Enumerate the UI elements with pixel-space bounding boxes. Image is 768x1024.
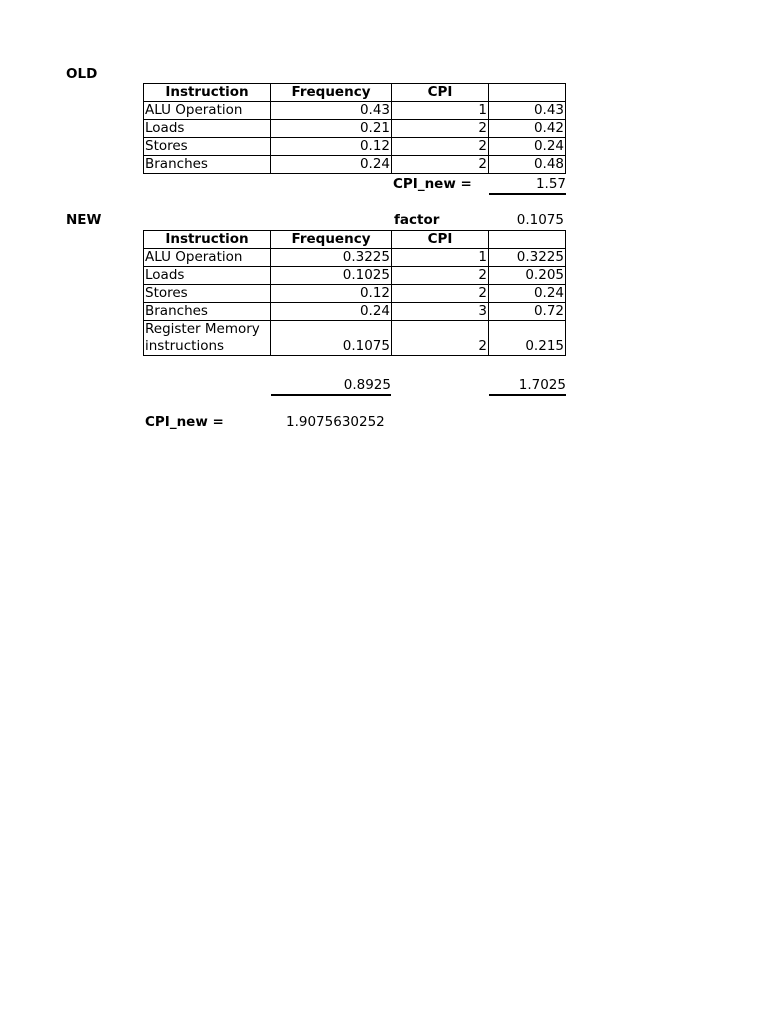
cell-cpi[interactable]: 2 — [392, 156, 489, 174]
cell-cpi[interactable]: 2 — [392, 285, 489, 303]
cpi-new-result-label: CPI_new = — [145, 414, 224, 430]
instruction-line-1: Register Memory — [145, 321, 260, 337]
old-section-label: OLD — [66, 66, 98, 82]
table-row — [144, 156, 566, 174]
table-row — [144, 267, 566, 285]
factor-value[interactable]: 0.1075 — [516, 212, 564, 228]
cell-frequency[interactable]: 0.3225 — [271, 249, 392, 267]
cell-instruction[interactable] — [144, 321, 271, 356]
cell-instruction[interactable]: ALU Operation — [144, 102, 271, 120]
header-frequency[interactable]: Frequency — [271, 84, 392, 102]
frequency-sum[interactable]: 0.8925 — [271, 377, 391, 396]
cell-cpi[interactable]: 2 — [392, 138, 489, 156]
cell-frequency[interactable]: 0.12 — [271, 285, 392, 303]
old-instruction-table — [143, 83, 566, 174]
cell-frequency[interactable]: 0.43 — [271, 102, 392, 120]
cell-cpi[interactable]: 1 — [392, 102, 489, 120]
new-section-label: NEW — [66, 212, 102, 228]
table-row — [144, 303, 566, 321]
cell-instruction[interactable]: Branches — [144, 156, 271, 174]
cpi-new-result-value[interactable]: 1.9075630252 — [286, 414, 385, 430]
cell-instruction[interactable]: Loads — [144, 120, 271, 138]
header-instruction[interactable]: Instruction — [144, 84, 271, 102]
table-row — [144, 102, 566, 120]
cell-frequency[interactable]: 0.12 — [271, 138, 392, 156]
cell-cpi[interactable]: 2 — [392, 321, 489, 356]
cell-product[interactable]: 0.24 — [489, 138, 566, 156]
cell-frequency[interactable]: 0.21 — [271, 120, 392, 138]
instruction-line-2: instructions — [145, 338, 225, 354]
header-product[interactable] — [489, 84, 566, 102]
table-row — [144, 138, 566, 156]
cell-instruction[interactable]: ALU Operation — [144, 249, 271, 267]
cell-frequency[interactable]: 0.1075 — [271, 321, 392, 356]
old-cpi-total-value[interactable]: 1.57 — [489, 176, 566, 195]
cell-instruction[interactable]: Stores — [144, 138, 271, 156]
header-product[interactable] — [489, 231, 566, 249]
cell-product[interactable]: 0.42 — [489, 120, 566, 138]
cell-product[interactable]: 0.205 — [489, 267, 566, 285]
header-instruction[interactable]: Instruction — [144, 231, 271, 249]
new-instruction-table — [143, 230, 566, 356]
table-row — [144, 120, 566, 138]
table-header-row — [144, 231, 566, 249]
product-sum[interactable]: 1.7025 — [489, 377, 566, 396]
cell-frequency[interactable]: 0.24 — [271, 303, 392, 321]
cell-product[interactable]: 0.24 — [489, 285, 566, 303]
old-cpi-total-label: CPI_new = — [393, 176, 472, 192]
cell-product[interactable]: 0.215 — [489, 321, 566, 356]
factor-label: factor — [394, 212, 440, 228]
table-row — [144, 321, 566, 356]
cell-frequency[interactable]: 0.24 — [271, 156, 392, 174]
header-frequency[interactable]: Frequency — [271, 231, 392, 249]
table-row — [144, 285, 566, 303]
cell-cpi[interactable]: 3 — [392, 303, 489, 321]
cell-instruction[interactable]: Loads — [144, 267, 271, 285]
cell-product[interactable]: 0.3225 — [489, 249, 566, 267]
cell-product[interactable]: 0.43 — [489, 102, 566, 120]
cell-instruction[interactable]: Stores — [144, 285, 271, 303]
header-cpi[interactable]: CPI — [392, 231, 489, 249]
cell-product[interactable]: 0.48 — [489, 156, 566, 174]
cell-product[interactable]: 0.72 — [489, 303, 566, 321]
cell-cpi[interactable]: 2 — [392, 120, 489, 138]
table-row — [144, 249, 566, 267]
cell-cpi[interactable]: 2 — [392, 267, 489, 285]
cell-cpi[interactable]: 1 — [392, 249, 489, 267]
header-cpi[interactable]: CPI — [392, 84, 489, 102]
cell-instruction[interactable]: Branches — [144, 303, 271, 321]
cell-frequency[interactable]: 0.1025 — [271, 267, 392, 285]
table-header-row — [144, 84, 566, 102]
